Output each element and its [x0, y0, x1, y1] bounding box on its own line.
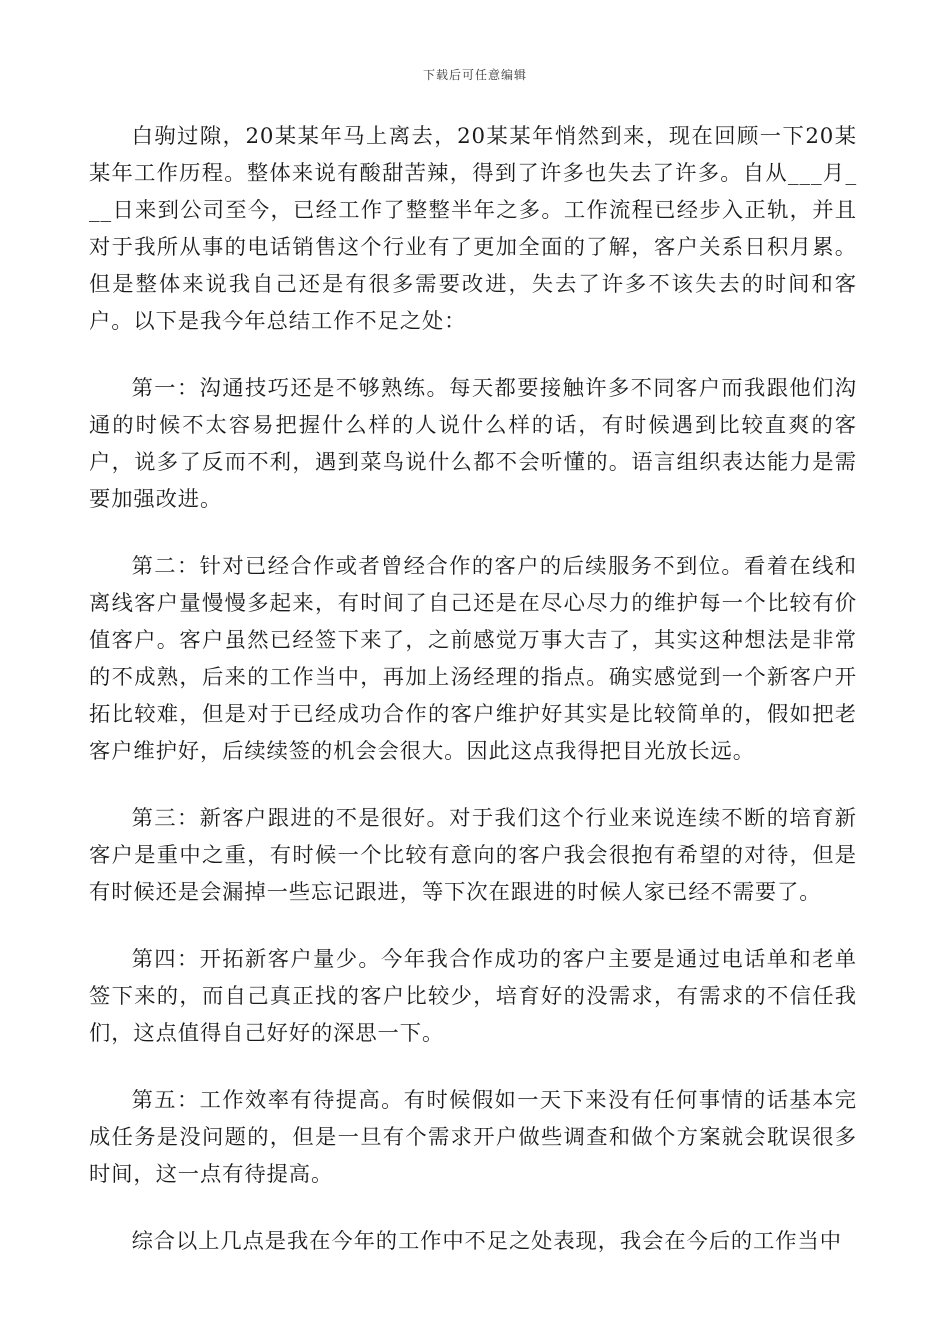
paragraph-summary: 综合以上几点是我在今年的工作中不足之处表现，我会在今后的工作当中 — [131, 1229, 842, 1254]
paragraph-point-1: 第一：沟通技巧还是不够熟练。每天都要接触许多不同客户而我跟他们沟通的时候不太容易把握什么样的人说什么样的话，有时候遇到比较直爽的客户，说多了反而不利，遇到菜鸟说什么都不会听懂的。语言组织表达能力是需要加强改进。 — [89, 376, 857, 512]
paragraph-point-4: 第四：开拓新客户量少。今年我合作成功的客户主要是通过电话单和老单签下来的，而自己真正找的客户比较少，培育好的没需求，有需求的不信任我们，这点值得自己好好的深思一下。 — [89, 947, 857, 1046]
page-header-note: 下载后可任意编辑 — [422, 68, 527, 82]
paragraph-intro: 白驹过隙，20某某年马上离去，20某某年悄然到来，现在回顾一下20某某年工作历程。整体来说有酸甜苦辣，得到了许多也失去了许多。自从___月___日来到公司至今，已经工作了整整半年之多。工作流程已经步入正轨，并且对于我所从事的电话销售这个行业有了更加全面的了解，客户关系日积月累。但是整体来说我自己还是有很多需要改进，失去了许多不该失去的时间和客户。以下是我今年总结工作不足之处： — [89, 124, 857, 334]
paragraph-point-5: 第五：工作效率有待提高。有时候假如一天下来没有任何事情的话基本完成任务是没问题的，但是一旦有个需求开户做些调查和做个方案就会耽误很多时间，这一点有待提高。 — [89, 1088, 857, 1187]
paragraph-point-3: 第三：新客户跟进的不是很好。对于我们这个行业来说连续不断的培育新客户是重中之重，有时候一个比较有意向的客户我会很抱有希望的对待，但是有时候还是会漏掉一些忘记跟进，等下次在跟进的时候人家已经不需要了。 — [89, 806, 857, 905]
document-body — [89, 118, 857, 1290]
paragraph-point-2: 第二：针对已经合作或者曾经合作的客户的后续服务不到位。看着在线和离线客户量慢慢多起来，有时间了自己还是在尽心尽力的维护每一个比较有价值客户。客户虽然已经签下来了，之前感觉万事大吉了，其实这种想法是非常的不成熟，后来的工作当中，再加上汤经理的指点。确实感觉到一个新客户开拓比较难，但是对于已经成功合作的客户维护好其实是比较简单的，假如把老客户维护好，后续续签的机会会很大。因此这点我得把目光放长远。 — [89, 554, 857, 764]
